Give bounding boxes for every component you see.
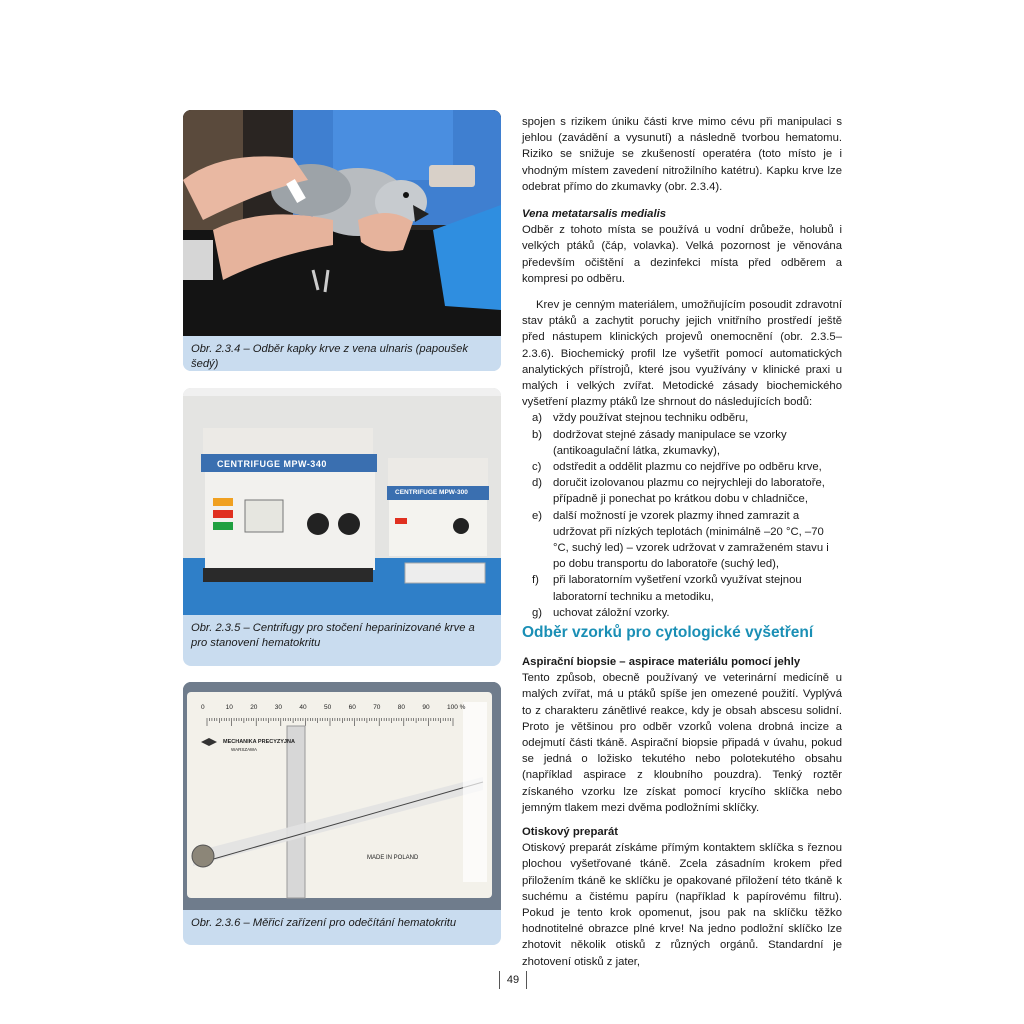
scale-tick-label: 100 % <box>447 704 466 711</box>
subheading: Aspirační biopsie – aspirace materiálu pomocí jehly <box>522 656 801 668</box>
made-in-label: MADE IN POLAND <box>367 855 419 861</box>
figure-2-3-6 <box>183 682 501 945</box>
criteria-list <box>522 410 842 621</box>
figure-caption: Obr. 2.3.6 – Měřicí zařízení pro odečítání hematokritu <box>183 910 501 937</box>
scale-tick-label: 20 <box>250 704 258 711</box>
paragraph: spojen s rizikem úniku části krve mimo cévu při manipulaci s jehlou (zavádění a vysunutí) a následně tvorbou hematomu. Riziko se snižuje se zkušeností operatéra (toto místo je i vhodným místem zavedení nitrožilního katétru). Kapku krve lze odebrat přímo do zkumavky (obr. 2.3.4). <box>522 116 842 193</box>
hematocrit-reader-illustration <box>183 682 501 910</box>
scale-tick-label: 40 <box>299 704 307 711</box>
list-item: d) doručit izolovanou plazmu co nejrychleji do laboratoře, případně ji ponechat po krátkou dobu v chladničce, <box>532 477 825 506</box>
list-item: a) vždy používat stejnou techniku odběru, <box>532 412 749 425</box>
parrot-photo-illustration <box>183 110 501 336</box>
photo-parrot-blood-draw <box>183 110 501 336</box>
brand-city-label: WARSZAWA <box>231 747 257 752</box>
figure-2-3-4 <box>183 110 501 371</box>
photo-hematocrit-reader <box>183 682 501 910</box>
list-item: e) další možností je vzorek plazmy ihned zamrazit a udržovat při nízkých teplotách (minimálně –20 °C, –70 °C, suchý led) – vzorek udržovat v zamraženém stavu i po dobu transportu do laboratoře (suchý led), <box>532 509 829 571</box>
figure-caption: Obr. 2.3.4 – Odběr kapky krve z vena ulnaris (papoušek šedý) <box>183 336 501 371</box>
paragraph: Odběr z tohoto místa se používá u vodní drůbeže, holubů i velkých ptáků (čáp, volavka). Velká pozornost je věnována především očištění a dezinfekci místa před odběrem a kompresi po odběru. <box>522 224 842 285</box>
paragraph: Otiskový preparát získáme přímým kontaktem sklíčka s řeznou plochou vyšetřované tkáně. Zcela zásadním krokem před přiložením tkáně ke sklíčku je opakované přiložení této tkáně k suchému a čistému papíru (například k papírovému filtru). Pokud je tento krok opomenut, jsou pak na sklíčku těžko hodnotitelné obrazce plné krve! Na jedno podložní sklíčko lze zhotovit několik otisků z různých orgánů. Standardní je zhotovení otisků z jater, <box>522 842 842 968</box>
text-block-biochem <box>522 297 842 621</box>
text-block-top <box>522 114 842 195</box>
scale-labels <box>183 704 501 716</box>
figure-2-3-5 <box>183 388 501 666</box>
section-heading: Odběr vzorků pro cytologické vyšetření <box>522 624 814 641</box>
figure-caption: Obr. 2.3.5 – Centrifugy pro stočení heparinizované krve a pro stanovení hematokritu <box>183 615 501 657</box>
centrifuge-large-label: CENTRIFUGE MPW-340 <box>217 459 327 469</box>
text-block-aspiration <box>522 654 842 816</box>
list-item: c) odstředit a oddělit plazmu co nejdříve po odběru krve, <box>532 461 822 474</box>
scale-tick-label: 0 <box>201 704 205 711</box>
text-block-metatarsalis <box>522 206 842 287</box>
scale-tick-label: 50 <box>324 704 332 711</box>
scale-tick-label: 70 <box>373 704 381 711</box>
list-item: g) uchovat záložní vzorky. <box>532 606 670 619</box>
scale-tick-label: 80 <box>397 704 406 711</box>
scale-tick-label: 60 <box>348 704 356 711</box>
page-number: 49 <box>499 971 527 989</box>
centrifuges-photo-illustration <box>183 388 501 615</box>
photo-centrifuges <box>183 388 501 615</box>
paragraph: Krev je cenným materiálem, umožňujícím posoudit zdravotní stav ptáků a zachytit poruchy jejich vnitřního prostředí ještě před nástupem klinických projevů onemocnění (obr. 2.3.5–2.3.6). Biochemický profil lze vyšetřit pomocí automatických analytických přístrojů, které jsou využívány v klinické praxi u malých i velkých zvířat. Metodické zásady biochemického vyšetření plazmy ptáků lze shrnout do následujících bodů: <box>522 299 842 409</box>
list-item: f) při laboratorním vyšetření vzorků využívat stejnou laboratorní techniku a metodiku, <box>532 574 802 603</box>
text-block-imprint <box>522 824 842 970</box>
subheading: Vena metatarsalis medialis <box>522 208 667 220</box>
subheading: Otiskový preparát <box>522 826 619 838</box>
centrifuge-small-label: CENTRIFUGE MPW-300 <box>395 489 468 496</box>
scale-tick-label: 10 <box>225 704 233 711</box>
brand-label: MECHANIKA PRECYZYJNA <box>223 739 295 745</box>
scale-tick-label: 30 <box>274 704 283 711</box>
list-item: b) dodržovat stejné zásady manipulace se vzorky (antikoagulační látka, zkumavky), <box>532 428 787 457</box>
paragraph: Tento způsob, obecně používaný ve veterinární medicíně u malých zvířat, má u ptáků spíše jen omezené použití. Vyplývá to z charakteru zánětlivé reakce, kdy je obsah abscesu solidní. Proto je většinou pro odběr vzorků volena drobná incize a odejmutí části tkáně. Aspirační biopsie připadá v úvahu, pokud se jedná o ložisko tekutého nebo polotekutého obsahu (například aspirace z kloubního pouzdra). Tenký roztěr získaného vzorku lze získat pomocí krycího sklíčka nebo jemným tlakem mezi dvěma podložními sklíčky. <box>522 672 842 814</box>
scale-tick-label: 90 <box>422 704 430 711</box>
